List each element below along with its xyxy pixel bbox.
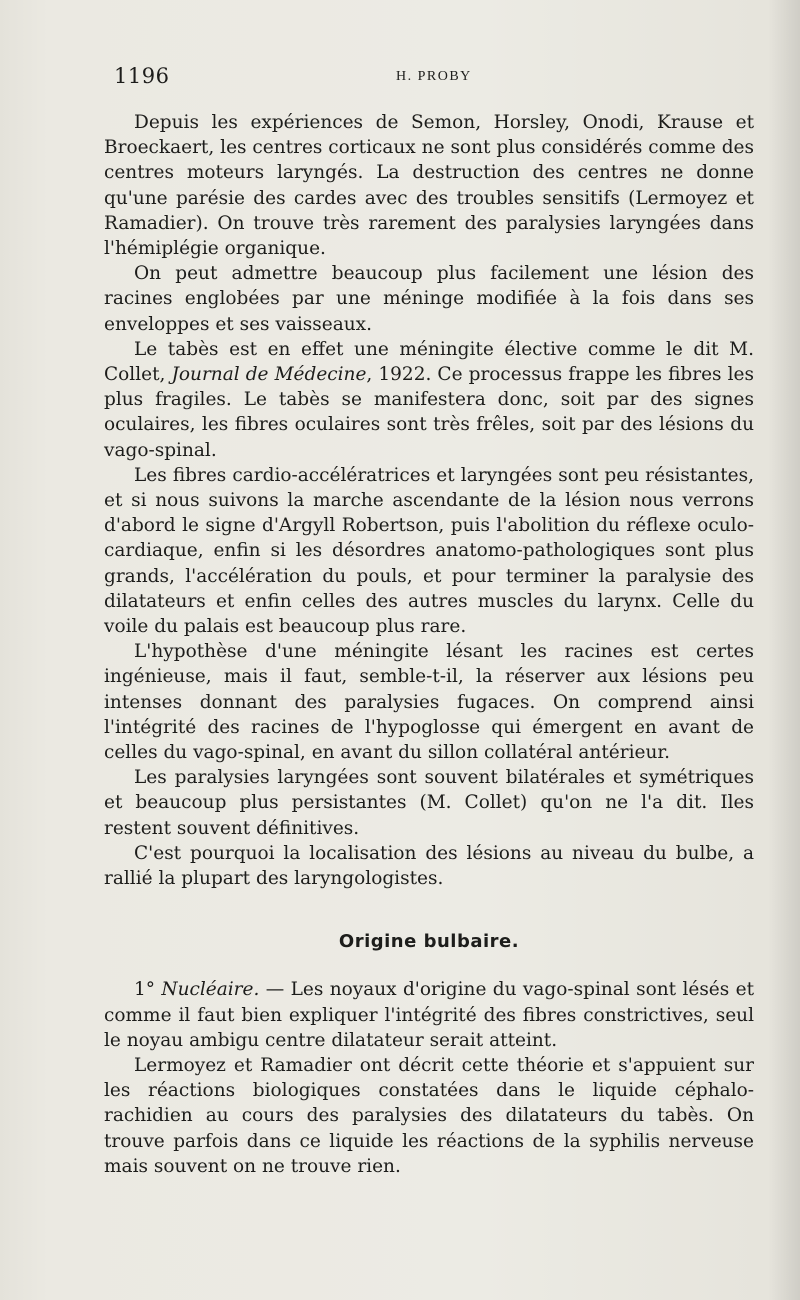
body-text (104, 110, 754, 1179)
paragraph: Les fibres cardio-accélératrices et laryngées sont peu résistantes, et si nous suivons la marche ascendante de la lésion nous verrons d'abord le signe d'Argyll Robertson, puis l'abolition du réflexe oculo-cardiaque, enfin si les désordres anatomo-pathologiques sont plus grands, l'accélération du pouls, et pour terminer la paralysie des dilatateurs et enfin celles des autres muscles du larynx. Celle du voile du palais est beaucoup plus rare. (104, 464, 754, 638)
paragraph: Lermoyez et Ramadier ont décrit cette théorie et s'appuient sur les réactions biologiques constatées dans le liquide céphalo-rachidien au cours des paralysies des dilatateurs du tabès. On trouve parfois dans ce liquide les réactions de la syphilis nerveuse mais souvent on ne trouve rien. (104, 1054, 754, 1177)
page-header (114, 64, 764, 94)
running-head: H. PROBY (396, 69, 472, 84)
paragraph (104, 977, 754, 1053)
paragraph (104, 337, 754, 463)
subsection-label: Nucléaire. (161, 979, 260, 1001)
paragraph: On peut admettre beaucoup plus facilement une lésion des racines englobées par une méninge modifiée à la fois dans ses enveloppes et ses vaisseaux. (104, 263, 754, 335)
paragraph-text: — Les noyaux d'origine du vago-spinal sont lésés et comme il faut bien expliquer l'intégrité des fibres constrictives, seul le noyau ambigu centre dilatateur serait atteint. (104, 979, 755, 1051)
paragraph-text: 1° (134, 979, 162, 1001)
paragraph-text: , 1922. Ce processus frappe les fibres les plus fragiles. Le tabès se manifestera donc, soit par des signes oculaires, les fibres oculaires sont très frêles, soit par des lésions du vago-spinal. (104, 364, 754, 461)
paragraph: C'est pourquoi la localisation des lésions au niveau du bulbe, a rallié la plupart des laryngologistes. (104, 842, 754, 890)
journal-title: Journal de Médecine (171, 364, 367, 386)
section-heading: Origine bulbaire. (338, 931, 520, 953)
paragraph: Les paralysies laryngées sont souvent bilatérales et symétriques et beaucoup plus persistantes (M. Collet) qu'on ne l'a dit. Iles restent souvent définitives. (104, 767, 754, 839)
page-number: 1196 (114, 64, 170, 88)
paragraph: Depuis les expériences de Semon, Horsley, Onodi, Krause et Broeckaert, les centres corticaux ne sont plus considérés comme des centres moteurs laryngés. La destruction des centres ne donne qu'une parésie des cardes avec des troubles sensitifs (Lermoyez et Ramadier). On trouve très rarement des paralysies laryngées dans l'hémiplégie organique. (104, 112, 754, 260)
paragraph: L'hypothèse d'une méningite lésant les racines est certes ingénieuse, mais il faut, semble-t-il, la réserver aux lésions peu intenses donnant des paralysies fugaces. On comprend ainsi l'intégrité des racines de l'hypoglosse qui émergent en avant de celles du vago-spinal, en avant du sillon collatéral antérieur. (104, 641, 754, 764)
paragraph-text: Le tabès est en effet une méningite élective comme le dit M. Collet, (104, 338, 754, 386)
